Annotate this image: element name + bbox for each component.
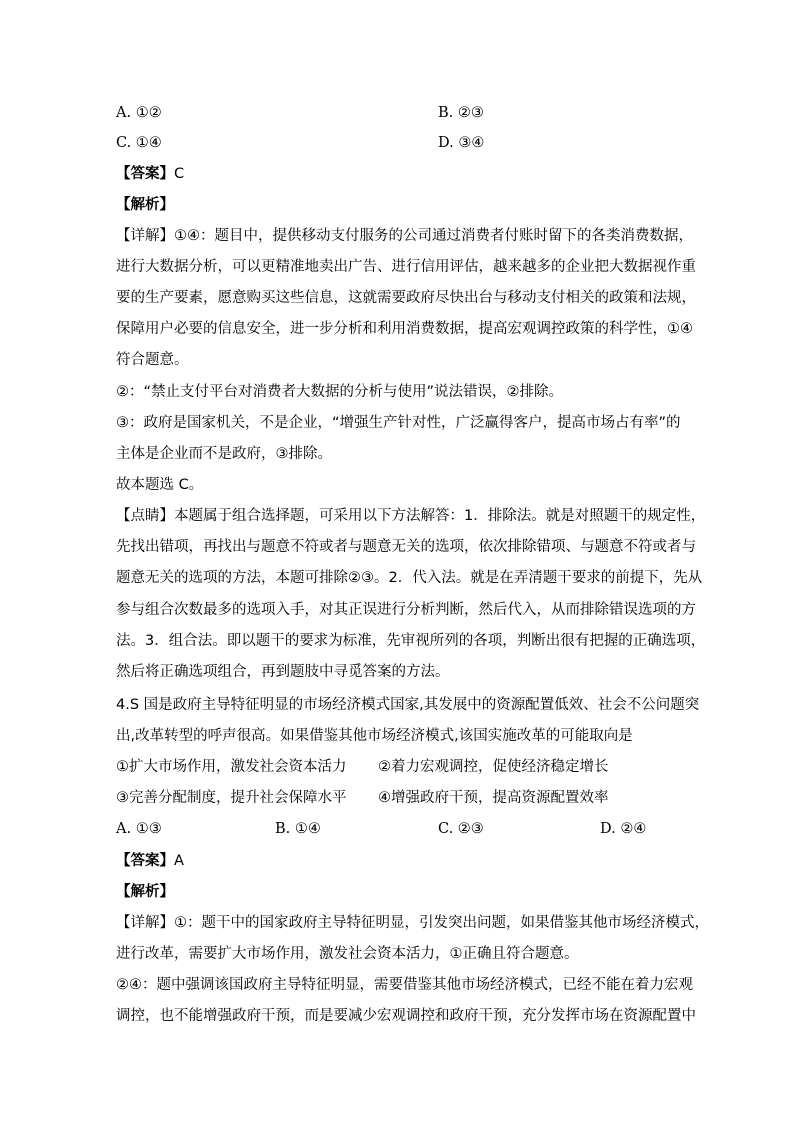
q3-answer — [116, 164, 184, 184]
answer-label: 【答案】 — [116, 166, 174, 182]
q4-detail-line: 【详解】①：题干中的国家政府主导特征明显，引发突出问题，如果借鉴其他市场经济模式， — [116, 915, 709, 931]
q4-statement-4: ④增强政府干预，提高资源配置效率 — [378, 790, 609, 806]
q4-statement-2: ②着力宏观调控，促使经济稳定增长 — [378, 759, 609, 775]
answer-label: 【答案】 — [116, 853, 174, 869]
option-letter: D. — [438, 135, 454, 151]
q4-stem-line: 出,改革转型的呼声很高。如果借鉴其他市场经济模式,该国实施改革的可能取向是 — [116, 728, 633, 744]
q3-option-b — [438, 103, 484, 123]
answer-value: A — [174, 853, 184, 869]
option-letter: A. — [116, 105, 132, 121]
option-text: ①④ — [135, 135, 162, 151]
q4-option-b — [275, 819, 321, 839]
q3-detail-line: 主体是企业而不是政府，③排除。 — [116, 446, 332, 462]
q3-detail-line: 故本题选 C。 — [116, 477, 204, 493]
q4-analysis-label: 【解析】 — [116, 884, 174, 900]
q3-detail-line: 保障用户必要的信息安全，进一步分析和利用消费数据，提高宏观调控政策的科学性，①④ — [116, 321, 693, 337]
option-letter: A. — [116, 821, 132, 837]
q3-option-c — [116, 133, 162, 153]
q4-option-c — [438, 819, 484, 839]
q3-analysis-label: 【解析】 — [116, 197, 174, 213]
option-letter: B. — [438, 105, 454, 121]
q3-detail-line: 【详解】①④：题目中，提供移动支付服务的公司通过消费者付账时留下的各类消费数据， — [116, 228, 693, 244]
option-letter: C. — [438, 821, 454, 837]
q3-option-a — [116, 103, 162, 123]
q4-option-a — [116, 819, 162, 839]
option-text: ①④ — [294, 821, 321, 837]
q3-tip-line: 【点睛】本题属于组合选择题，可采用以下方法解答：1．排除法。就是对照题干的规定性， — [116, 508, 706, 524]
q3-option-d — [438, 133, 484, 153]
q3-tip-line: 然后将正确选项组合，再到题肢中寻觅答案的方法。 — [116, 664, 450, 680]
q3-detail-line: ③：政府是国家机关，不是企业，“增强生产针对性，广泛赢得客户，提高市场占有率”的 — [116, 415, 681, 431]
q3-tip-line: 参与组合次数最多的选项入手，对其正误进行分析判断，然后代入，从而排除错误选项的方 — [116, 602, 696, 618]
option-text: ①③ — [135, 821, 162, 837]
q3-tip-line: 法。3．组合法。即以题干的要求为标准，先审视所列的各项，判断出很有把握的正确选项， — [116, 633, 706, 649]
q4-answer — [116, 851, 184, 871]
q4-statement-3: ③完善分配制度，提升社会保障水平 — [116, 790, 347, 806]
option-text: ②④ — [620, 821, 647, 837]
q4-detail-line: 调控，也不能增强政府干预，而是要减少宏观调控和政府干预，充分发挥市场在资源配置中 — [116, 1008, 696, 1024]
q4-detail-line: ②④：题中强调该国政府主导特征明显，需要借鉴其他市场经济模式，已经不能在着力宏观 — [116, 977, 693, 993]
option-text: ③④ — [458, 135, 485, 151]
q4-stem-line: 4.S 国是政府主导特征明显的市场经济模式国家,其发展中的资源配置低效、社会不公问题突 — [116, 697, 700, 713]
option-text: ②③ — [457, 821, 484, 837]
q3-detail-line: 进行大数据分析，可以更精准地卖出广告、进行信用评估，越来越多的企业把大数据视作重 — [116, 259, 696, 275]
q3-detail-line: ②：“禁止支付平台对消费者大数据的分析与使用”说法错误，②排除。 — [116, 384, 564, 400]
q3-detail-line: 要的生产要素，愿意购买这些信息，这就需要政府尽快出台与移动支付相关的政策和法规， — [116, 290, 696, 306]
option-letter: C. — [116, 135, 132, 151]
q3-tip-line: 先找出错项，再找出与题意不符或者与题意无关的选项，依次排除错项、与题意不符或者与 — [116, 539, 696, 555]
answer-value: C — [174, 166, 185, 182]
option-letter: B. — [275, 821, 291, 837]
option-text: ①② — [135, 105, 162, 121]
q3-detail-line: 符合题意。 — [116, 352, 189, 368]
option-text: ②③ — [457, 105, 484, 121]
option-letter: D. — [600, 821, 616, 837]
q4-detail-line: 进行改革，需要扩大市场作用，激发社会资本活力，①正确且符合题意。 — [116, 946, 579, 962]
q3-tip-line: 题意无关的选项的方法，本题可排除②③。2．代入法。就是在弄清题干要求的前提下，先从 — [116, 570, 703, 586]
q4-statement-1: ①扩大市场作用，激发社会资本活力 — [116, 759, 347, 775]
q4-option-d — [600, 819, 646, 839]
